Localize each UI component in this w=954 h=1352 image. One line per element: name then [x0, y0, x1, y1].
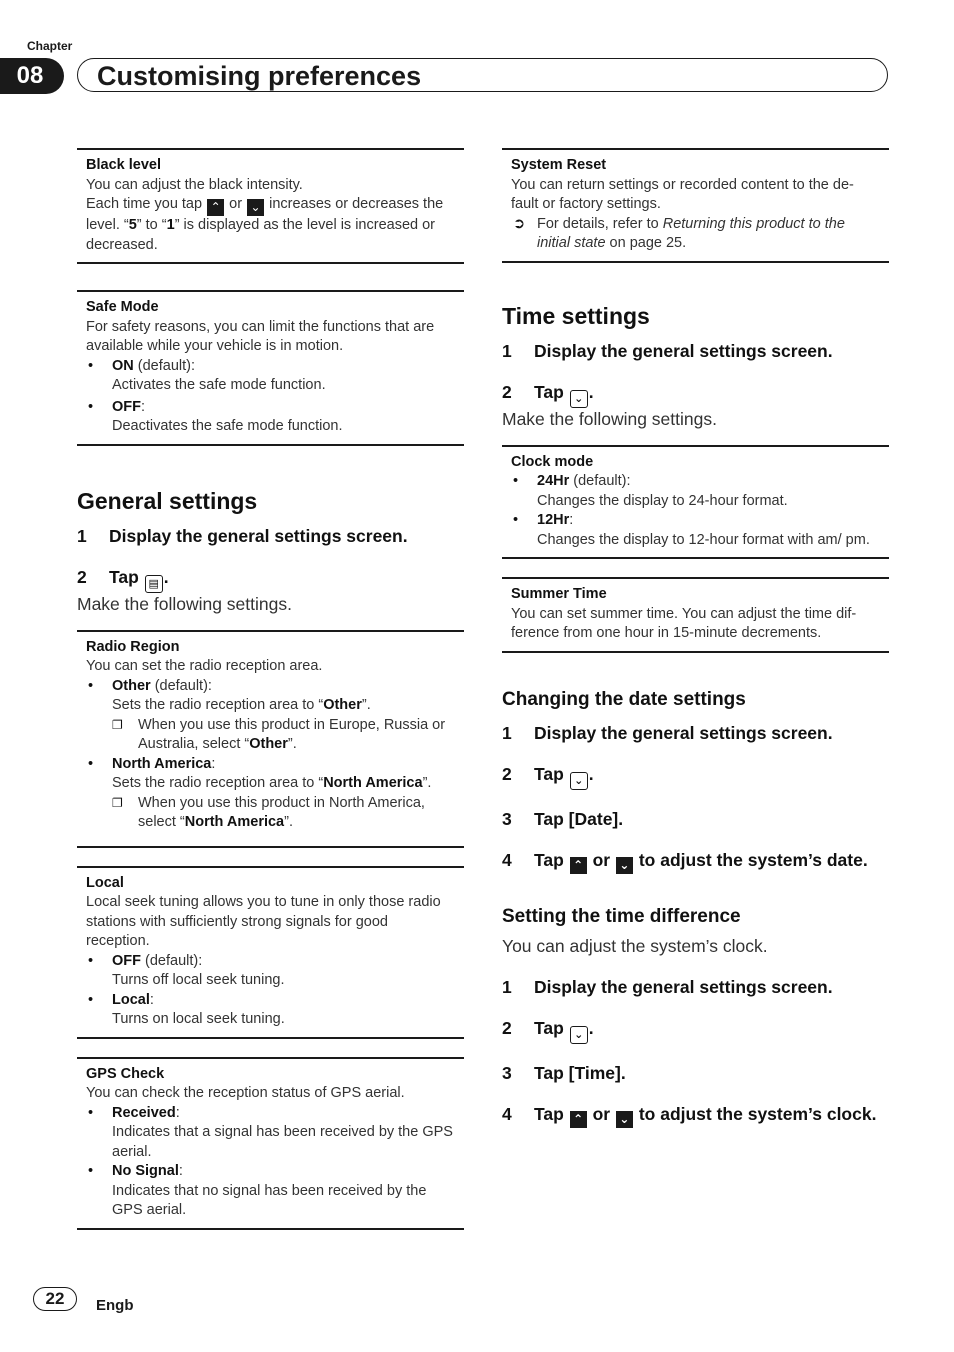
step-text: Make the following settings.: [77, 593, 292, 614]
left-column: [77, 148, 464, 1230]
list-item: • Received:: [86, 1104, 455, 1124]
list-item-desc: Sets the radio reception area to “North America”.: [112, 775, 432, 791]
list-item-desc: Turns off local seek tuning.: [112, 972, 285, 988]
intro-text: You can adjust the system’s clock.: [502, 935, 768, 956]
step: 2 Tap ⌄ .: [502, 763, 889, 790]
step: 1 Display the general settings screen.: [502, 976, 833, 997]
list-item: • 12Hr:: [511, 511, 880, 531]
local-box: [77, 866, 464, 1039]
up-arrow-icon: ⌃: [570, 857, 587, 874]
chapter-number: 08: [0, 58, 64, 94]
up-arrow-icon: ⌃: [570, 1111, 587, 1128]
step: 1 Display the general settings screen.: [502, 340, 833, 361]
chapter-label: Chapter: [27, 39, 73, 53]
box-text: You can check the reception status of GPS aerial.: [86, 1085, 405, 1101]
list-item: • North America:: [86, 755, 455, 775]
step: 3 Tap [Time].: [502, 1062, 626, 1083]
down-arrow-icon: ⌄: [616, 1111, 633, 1128]
page-number: 22: [33, 1287, 77, 1311]
box-text: You can adjust the black intensity.: [86, 176, 303, 193]
clock-settings-icon: ⌄: [570, 390, 588, 408]
step: 2 Tap ⌄ .: [502, 381, 889, 408]
subsection-heading: Changing the date settings: [502, 688, 746, 710]
black-level-box: [77, 148, 464, 264]
clock-mode-box: [502, 445, 889, 560]
clock-settings-icon: ⌄: [570, 1026, 588, 1044]
list-item-desc: Changes the display to 12-hour format with am/ pm.: [537, 531, 870, 548]
box-title: Safe Mode: [86, 299, 159, 315]
up-arrow-icon: ⌃: [207, 199, 224, 216]
list-item-desc: Indicates that no signal has been received by the GPS aerial.: [112, 1182, 427, 1218]
arrow-icon: ➲: [513, 215, 526, 232]
list-item-desc: Deactivates the safe mode function.: [112, 418, 343, 434]
list-item: • OFF (default):: [86, 952, 455, 972]
box-text: You can set summer time. You can adjust the time dif-ference from one hour in 15-minute decrements.: [511, 605, 857, 641]
list-item: • ON (default):: [86, 357, 455, 377]
box-title: GPS Check: [86, 1065, 165, 1082]
note-icon: ❐: [112, 795, 123, 810]
list-item: • Other (default):: [86, 677, 455, 697]
box-text: You can set the radio reception area.: [86, 658, 323, 674]
gps-check-box: [77, 1057, 464, 1230]
language-code: Engb: [96, 1297, 134, 1314]
clock-settings-icon: ⌄: [570, 772, 588, 790]
box-title: Radio Region: [86, 638, 180, 655]
general-settings-icon: ▤: [145, 575, 163, 593]
step: 2 Tap ⌄ .: [502, 1017, 889, 1044]
box-title: System Reset: [511, 157, 607, 173]
down-arrow-icon: ⌄: [247, 199, 264, 216]
system-reset-box: [502, 148, 889, 263]
list-item: • No Signal:: [86, 1162, 455, 1182]
list-item-desc: Activates the safe mode function.: [112, 377, 326, 393]
section-heading: General settings: [77, 487, 258, 514]
list-item-desc: Indicates that a signal has been received by the GPS aerial.: [112, 1124, 453, 1160]
down-arrow-icon: ⌄: [616, 857, 633, 874]
box-title: Summer Time: [511, 586, 607, 602]
step: 4 Tap ⌃ or ⌄ to adjust the system’s date.: [502, 849, 868, 872]
chapter-title: Customising preferences: [97, 61, 422, 91]
box-title: Local: [86, 874, 124, 891]
note: ❐ When you use this product in North America, select “North America”.: [112, 794, 425, 830]
list-item-desc: Changes the display to 24-hour format.: [537, 492, 788, 509]
right-column: [502, 148, 889, 1128]
step: 1 Display the general settings screen.: [77, 525, 408, 546]
step: 3 Tap [Date].: [502, 808, 624, 829]
box-title: Black level: [86, 157, 161, 173]
subsection-heading: Setting the time difference: [502, 905, 741, 927]
list-item: • Local:: [86, 991, 455, 1011]
list-item: • OFF:: [86, 398, 455, 418]
list-item-desc: Turns on local seek tuning.: [112, 1011, 285, 1027]
section-heading: Time settings: [502, 302, 650, 329]
radio-region-box: [77, 630, 464, 848]
step: 1 Display the general settings screen.: [502, 722, 833, 743]
box-text: Local seek tuning allows you to tune in only those radio stations with sufficiently strong signals for good reception.: [86, 894, 441, 949]
step: 2 Tap ▤ .: [77, 566, 464, 593]
step-text: Make the following settings.: [502, 408, 717, 429]
box-text: For safety reasons, you can limit the functions that are available while your vehicle is in motion.: [86, 318, 435, 354]
box-text: You can return settings or recorded content to the de-fault or factory settings.: [511, 176, 854, 212]
box-text: Each time you tap ⌃ or ⌄ increases or decreases the level. “5” to “1” is displayed as the level is increased or decreased.: [86, 196, 444, 253]
summer-time-box: [502, 577, 889, 653]
step: 4 Tap ⌃ or ⌄ to adjust the system’s clock.: [502, 1103, 877, 1126]
note: ❐ When you use this product in Europe, Russia or Australia, select “Other”.: [112, 716, 446, 752]
list-item: • 24Hr (default):: [511, 472, 880, 492]
list-item-desc: Sets the radio reception area to “Other”.: [112, 697, 371, 713]
safe-mode-box: [77, 290, 464, 446]
box-title: Clock mode: [511, 453, 594, 470]
reference-note: ➲ For details, refer to Returning this product to the initial state on page 25.: [513, 215, 845, 251]
note-icon: ❐: [112, 717, 123, 732]
